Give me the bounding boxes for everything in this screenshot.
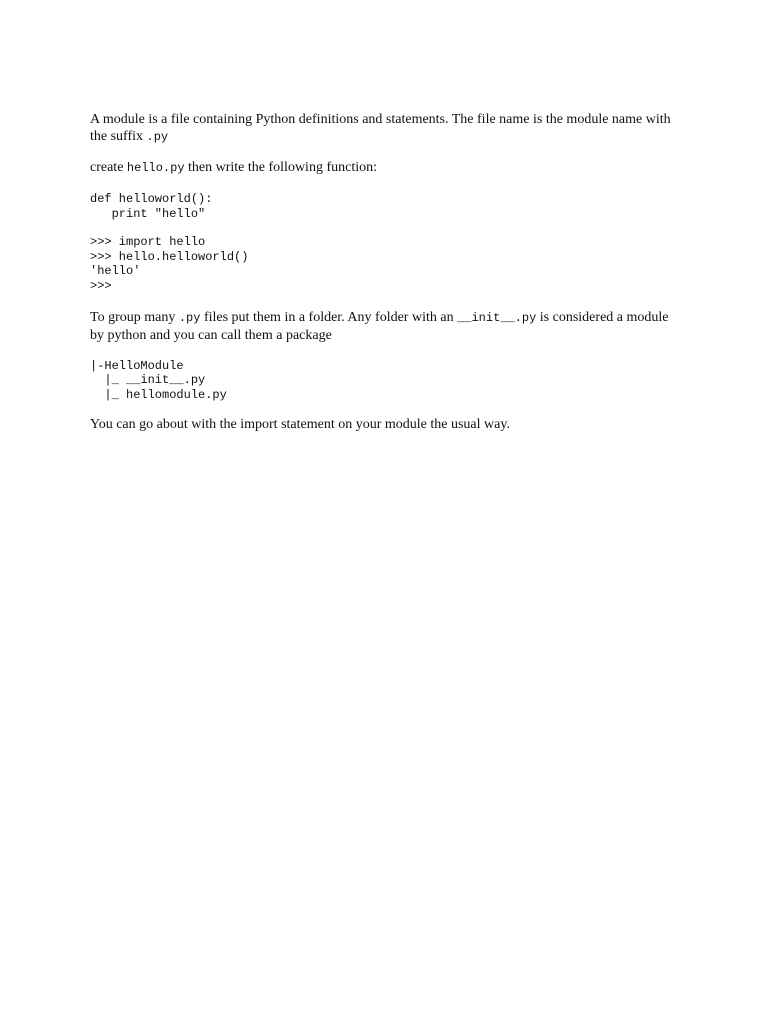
paragraph-text: create (90, 160, 127, 175)
paragraph-package-explanation (90, 309, 680, 344)
paragraph-text: is considered a module by python and you can call them a package (90, 309, 669, 343)
paragraph-module-definition (90, 111, 680, 146)
paragraph-text: To group many (90, 309, 179, 325)
paragraph-import-usage: You can go about with the import statement on your module the usual way. (90, 417, 510, 433)
paragraph-text: A module is a file containing Python definitions and statements. The file name is the module name with the suffix (90, 112, 671, 144)
inline-code-init-py: __init__.py (457, 310, 537, 325)
code-block-folder-tree: |-HelloModule |_ __init__.py |_ hellomodule.py (90, 358, 227, 402)
paragraph-text: files put them in a folder. Any folder with an (200, 309, 458, 325)
document-body (90, 111, 680, 433)
paragraph-text: then write the following function: (184, 160, 377, 175)
code-block-interpreter-session: >>> import hello >>> hello.helloworld() 'hello' >>> (90, 235, 249, 293)
paragraph-create-file (90, 159, 680, 177)
inline-code-py: .py (178, 310, 201, 325)
code-block-function-definition: def helloworld(): print "hello" (90, 192, 213, 221)
inline-code-py-suffix: .py (146, 130, 169, 144)
inline-code-hello-py: hello.py (126, 161, 185, 175)
